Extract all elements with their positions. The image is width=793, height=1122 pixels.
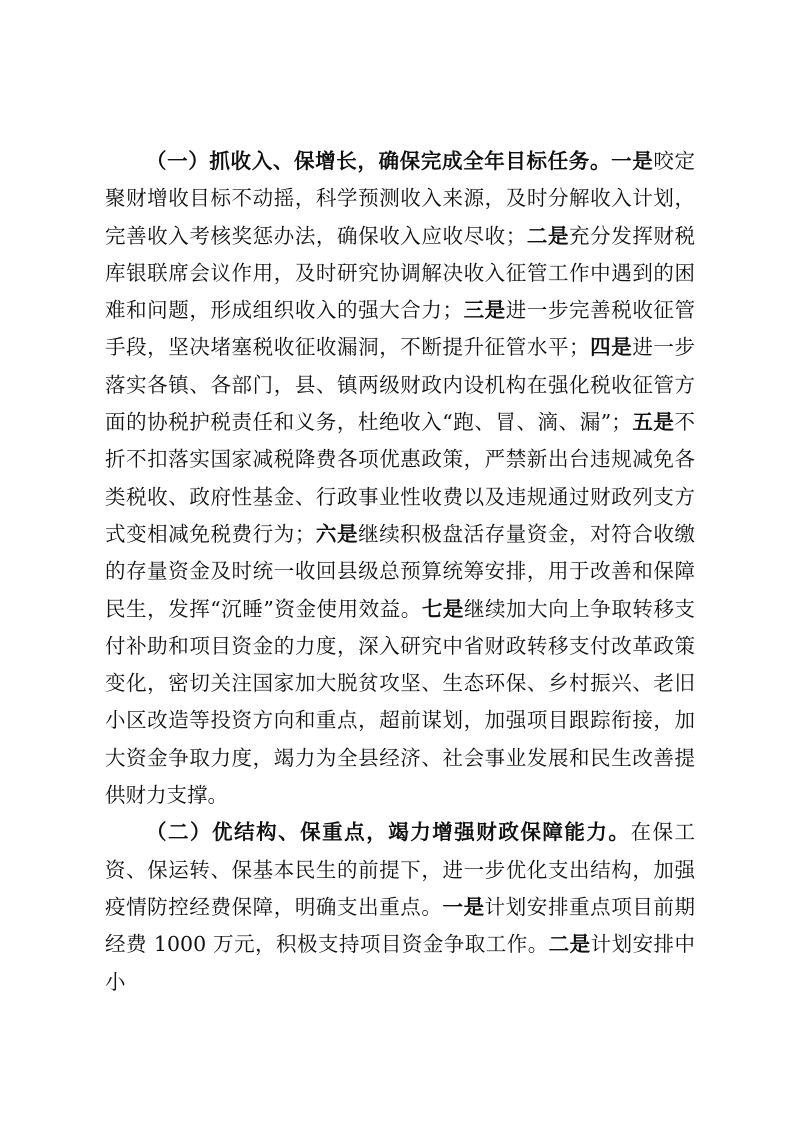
item-marker: 七是 [421, 596, 464, 621]
item-text: 充分发挥财税库银联席会议作用，及时研究协调解决收入征管工作中遇到的困难和问题，形成组织收入的强大合力； [105, 223, 696, 323]
item-text: 计划安排中小 [105, 932, 696, 994]
item-text: 继续加大向上争取转移支付补助和项目资金的力度，深入研究中省财政转移支付改革政策变化，密切关注国家加大脱贫攻坚、生态环保、乡村振兴、老旧小区改造等投资方向和重点，超前谋划，加强项目跟踪衔接，加大资金争取力度，竭力为全县经济、社会事业发展和民生改善提供财力支撑。 [105, 596, 695, 808]
item-marker: 一是 [442, 894, 485, 919]
item-text: 进一步落实各镇、各部门，县、镇两级财政内设机构在强化税收征管方面的协税护税责任和义务，杜绝收入“跑、冒、滴、漏”； [105, 335, 696, 435]
item-text: 进一步完善税收征管手段，坚决堵塞税收征收漏洞，不断提升征管水平； [105, 298, 696, 360]
item-marker: 二是 [526, 223, 570, 248]
item-marker: 四是 [589, 335, 633, 360]
section-heading-2: （二）优结构、保重点，竭力增强财政保障能力。 [146, 820, 631, 845]
item-text: 计划安排重点项目前期经费 1000 万元，积极支持项目资金争取工作。 [105, 894, 696, 957]
item-marker: 三是 [462, 298, 506, 323]
section-heading-1: （一）抓收入、保增长，确保完成全年目标任务。 [146, 149, 612, 173]
item-marker: 五是 [631, 410, 675, 435]
item-marker: 二是 [548, 932, 591, 957]
document-page [105, 143, 695, 1001]
item-text: 咬定聚财增收目标不动摇，科学预测收入来源，及时分解收入计划，完善收入考核奖惩办法，确保收入应收尽收； [105, 149, 696, 248]
paragraph-revenue-growth [105, 143, 695, 814]
item-text: 在保工资、保运转、保基本民生的前提下，进一步优化支出结构，加强疫情防控经费保障，明确支出重点。 [105, 820, 696, 919]
item-text: 不折不扣落实国家减税降费各项优惠政策，严禁新出台违规减免各类税收、政府性基金、行政事业性收费以及违规通过财政列支方式变相减免税费行为； [105, 410, 695, 546]
paragraph-structure-priorities [105, 814, 695, 1000]
item-marker: 六是 [315, 521, 359, 546]
item-text: 继续积极盘活存量资金，对符合收缴的存量资金及时统一收回县级总预算统筹安排，用于改善和保障民生，发挥“沉睡”资金使用效益。 [105, 521, 696, 621]
item-marker: 一是 [611, 149, 654, 173]
